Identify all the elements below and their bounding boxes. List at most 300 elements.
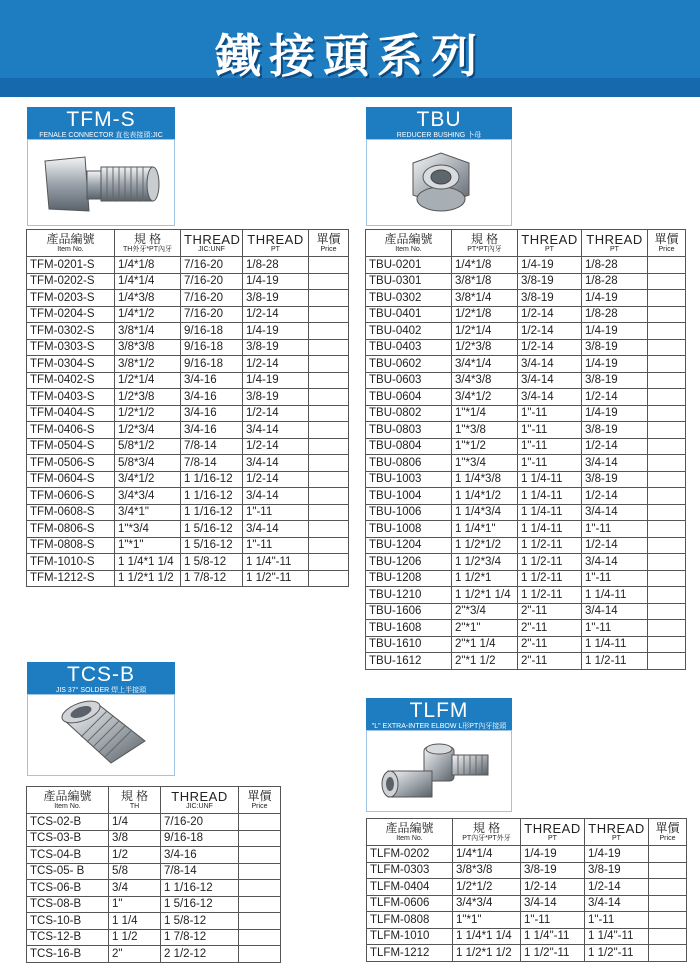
table-cell: TBU-0604: [366, 389, 452, 406]
price-cell: [648, 356, 686, 373]
table-cell: TLFM-0404: [367, 879, 453, 896]
table-row: [27, 880, 281, 897]
table-cell: 3/8*3/8: [115, 339, 181, 356]
table-cell: TLFM-0606: [367, 895, 453, 912]
table-cell: 3/4-16: [181, 405, 243, 422]
table-cell: 1 1/4*1 1/4: [453, 928, 521, 945]
price-cell: [309, 405, 349, 422]
table-cell: 7/16-20: [181, 290, 243, 307]
table-cell: 1/2-14: [582, 488, 648, 505]
table-cell: TFM-0808-S: [27, 537, 115, 554]
table-cell: TCS-08-B: [27, 896, 109, 913]
table-cell: 1 1/2"-11: [521, 945, 585, 962]
table-cell: TBU-1004: [366, 488, 452, 505]
table-row: [366, 306, 686, 323]
price-cell: [648, 389, 686, 406]
table-cell: 1 1/2-11: [582, 653, 648, 670]
table-cell: 1/4-19: [582, 356, 648, 373]
table-cell: TBU-0602: [366, 356, 452, 373]
table-cell: 2"*3/4: [452, 603, 518, 620]
table-cell: 3/8*1/8: [452, 273, 518, 290]
table-cell: 1"-11: [585, 912, 649, 929]
table-cell: 3/4*3/4: [453, 895, 521, 912]
col-thread-pt: THREAD PT: [585, 819, 649, 846]
col-thread-jic: THREAD JIC:UNF: [181, 230, 243, 257]
table-cell: 3/8*3/8: [453, 862, 521, 879]
table-cell: 2 1/2-12: [161, 946, 239, 963]
table-row: [366, 438, 686, 455]
table-cell: 3/8-19: [582, 422, 648, 439]
table-cell: TFM-0303-S: [27, 339, 115, 356]
price-cell: [239, 814, 281, 831]
col-thread-pt: THREAD PT: [518, 230, 582, 257]
price-cell: [649, 928, 687, 945]
price-cell: [648, 537, 686, 554]
table-cell: 1 1/4-11: [518, 521, 582, 538]
price-cell: [649, 846, 687, 863]
table-row: [366, 339, 686, 356]
table-cell: TBU-0804: [366, 438, 452, 455]
table-cell: 3/8*1/2: [115, 356, 181, 373]
table-cell: 1 1/4-11: [518, 471, 582, 488]
table-cell: TFM-0404-S: [27, 405, 115, 422]
table-cell: TBU-1606: [366, 603, 452, 620]
table-cell: 1 1/2*1/2: [452, 537, 518, 554]
table-cell: 1 1/16-12: [181, 504, 243, 521]
table-cell: 1"-11: [582, 620, 648, 637]
table-cell: 1 1/4*1/2: [452, 488, 518, 505]
table-cell: TFM-0203-S: [27, 290, 115, 307]
table-cell: 3/4-14: [243, 488, 309, 505]
table-cell: 1 1/4-11: [582, 587, 648, 604]
table-row: [366, 636, 686, 653]
table-cell: TCS-12-B: [27, 929, 109, 946]
table-row: [366, 356, 686, 373]
price-cell: [648, 504, 686, 521]
table-cell: 1"*1/4: [452, 405, 518, 422]
table-cell: 1"*1": [115, 537, 181, 554]
table-row: [367, 945, 687, 962]
table-cell: 1 1/2"-11: [585, 945, 649, 962]
price-cell: [648, 422, 686, 439]
table-row: [27, 273, 349, 290]
table-cell: 1 1/4*1": [452, 521, 518, 538]
table-cell: 1 1/4*3/8: [452, 471, 518, 488]
table-cell: TFM-0608-S: [27, 504, 115, 521]
price-cell: [648, 405, 686, 422]
table-cell: TFM-1010-S: [27, 554, 115, 571]
price-cell: [309, 273, 349, 290]
table-cell: 7/16-20: [181, 306, 243, 323]
table-row: [366, 257, 686, 274]
table-row: [27, 290, 349, 307]
table-cell: 3/4-14: [518, 389, 582, 406]
table-cell: 1/2-14: [585, 879, 649, 896]
table-cell: 3/4*1/4: [452, 356, 518, 373]
table-cell: TCS-10-B: [27, 913, 109, 930]
tfms-photo: [27, 139, 175, 226]
tlfm-photo: [366, 730, 512, 812]
table-row: [366, 405, 686, 422]
table-cell: TBU-0803: [366, 422, 452, 439]
price-cell: [309, 389, 349, 406]
table-cell: 1/2-14: [243, 405, 309, 422]
table-cell: 2": [109, 946, 161, 963]
col-thread-pt: THREAD PT: [521, 819, 585, 846]
table-cell: 3/4-14: [585, 895, 649, 912]
table-cell: 1 5/16-12: [181, 521, 243, 538]
price-cell: [649, 862, 687, 879]
table-cell: 1/2-14: [243, 356, 309, 373]
table-cell: 3/8*1/4: [452, 290, 518, 307]
table-cell: TFM-0304-S: [27, 356, 115, 373]
table-row: [27, 847, 281, 864]
table-row: [27, 521, 349, 538]
table-cell: 3/4-14: [243, 422, 309, 439]
table-cell: 3/8-19: [582, 372, 648, 389]
table-header-row: [367, 819, 687, 846]
table-cell: 3/8-19: [585, 862, 649, 879]
table-cell: 1 1/16-12: [181, 488, 243, 505]
table-cell: 2"-11: [518, 620, 582, 637]
table-cell: 1"-11: [521, 912, 585, 929]
table-cell: TBU-1204: [366, 537, 452, 554]
table-cell: 1 1/2*1 1/4: [452, 587, 518, 604]
table-cell: 1/2*1/4: [452, 323, 518, 340]
table-cell: TBU-1003: [366, 471, 452, 488]
price-cell: [648, 488, 686, 505]
price-cell: [309, 438, 349, 455]
table-cell: 3/4-14: [243, 455, 309, 472]
table-cell: TLFM-1212: [367, 945, 453, 962]
table-cell: 1"*3/4: [452, 455, 518, 472]
price-cell: [648, 521, 686, 538]
table-row: [366, 488, 686, 505]
price-cell: [239, 847, 281, 864]
table-cell: TFM-0202-S: [27, 273, 115, 290]
table-cell: 1/2*3/4: [115, 422, 181, 439]
table-cell: 1"*3/8: [452, 422, 518, 439]
table-cell: 1 1/4-11: [518, 488, 582, 505]
price-cell: [239, 913, 281, 930]
table-cell: TBU-0302: [366, 290, 452, 307]
table-cell: 1"*1": [453, 912, 521, 929]
table-cell: TBU-0402: [366, 323, 452, 340]
table-cell: 9/16-18: [181, 356, 243, 373]
table-cell: TLFM-0303: [367, 862, 453, 879]
col-item: 產品編號 Item No.: [366, 230, 452, 257]
table-row: [366, 273, 686, 290]
price-cell: [648, 653, 686, 670]
col-item: 產品編號 Item No.: [367, 819, 453, 846]
table-cell: 1/4-19: [585, 846, 649, 863]
table-cell: 1 1/4-11: [518, 504, 582, 521]
table-cell: 3/4-16: [181, 389, 243, 406]
table-cell: 1 1/2"-11: [243, 570, 309, 587]
col-price: 單價 Price: [309, 230, 349, 257]
tfms-title: TFM-S: [66, 108, 136, 131]
table-cell: TBU-0301: [366, 273, 452, 290]
table-row: [27, 438, 349, 455]
table-row: [27, 422, 349, 439]
table-cell: 3/8-19: [582, 471, 648, 488]
price-cell: [239, 929, 281, 946]
table-cell: 1/8-28: [582, 306, 648, 323]
table-cell: TFM-0506-S: [27, 455, 115, 472]
table-cell: 1/2*1/8: [452, 306, 518, 323]
table-row: [27, 814, 281, 831]
price-cell: [648, 570, 686, 587]
price-cell: [239, 830, 281, 847]
table-row: [366, 323, 686, 340]
table-cell: 1/2-14: [521, 879, 585, 896]
tlfm-title: TLFM: [409, 699, 469, 722]
table-cell: 1 5/16-12: [161, 896, 239, 913]
tbu-title: TBU: [416, 108, 462, 131]
table-cell: 1 1/16-12: [181, 471, 243, 488]
elbow-icon: [374, 733, 504, 809]
table-cell: 2"*1": [452, 620, 518, 637]
table-row: [27, 389, 349, 406]
table-cell: 7/16-20: [161, 814, 239, 831]
table-row: [27, 356, 349, 373]
table-cell: 1/2-14: [243, 306, 309, 323]
table-cell: 5/8: [109, 863, 161, 880]
table-cell: 1/8-28: [582, 273, 648, 290]
table-row: [367, 928, 687, 945]
table-cell: 3/4-14: [518, 356, 582, 373]
table-row: [366, 521, 686, 538]
price-cell: [648, 438, 686, 455]
table-cell: 1 7/8-12: [161, 929, 239, 946]
table-cell: TFM-0201-S: [27, 257, 115, 274]
price-cell: [309, 488, 349, 505]
tfms-table: [26, 229, 349, 587]
table-cell: 3/4-14: [582, 455, 648, 472]
table-cell: 1 1/2*1 1/2: [453, 945, 521, 962]
table-cell: 1/2-14: [243, 471, 309, 488]
table-cell: 1 1/4*1 1/4: [115, 554, 181, 571]
table-cell: 1 5/16-12: [181, 537, 243, 554]
solder-connector-icon: [41, 697, 161, 773]
table-cell: 1 1/4"-11: [521, 928, 585, 945]
col-spec: 規 格 PT內牙*PT外牙: [453, 819, 521, 846]
price-cell: [648, 587, 686, 604]
table-cell: TBU-1208: [366, 570, 452, 587]
table-cell: TFM-0204-S: [27, 306, 115, 323]
price-cell: [309, 537, 349, 554]
table-cell: 7/16-20: [181, 257, 243, 274]
table-cell: 3/4*1/2: [115, 471, 181, 488]
table-row: [27, 471, 349, 488]
table-cell: 1/4*1/4: [115, 273, 181, 290]
table-cell: 3/4-14: [582, 603, 648, 620]
table-cell: 1/2*1/4: [115, 372, 181, 389]
table-row: [27, 372, 349, 389]
table-cell: 7/8-14: [161, 863, 239, 880]
table-row: [367, 862, 687, 879]
table-cell: 1/2*3/8: [115, 389, 181, 406]
table-cell: TLFM-1010: [367, 928, 453, 945]
price-cell: [239, 896, 281, 913]
table-cell: 9/16-18: [161, 830, 239, 847]
table-cell: 3/8: [109, 830, 161, 847]
table-cell: 3/8-19: [243, 389, 309, 406]
tfms-header: [27, 107, 175, 139]
table-cell: TLFM-0202: [367, 846, 453, 863]
price-cell: [648, 620, 686, 637]
col-price: 單價 Price: [649, 819, 687, 846]
price-cell: [648, 471, 686, 488]
table-cell: 1 1/2-11: [518, 587, 582, 604]
table-row: [366, 603, 686, 620]
table-cell: 1/2-14: [243, 438, 309, 455]
table-cell: 1 1/4-11: [582, 636, 648, 653]
table-cell: 1/2*3/8: [452, 339, 518, 356]
price-cell: [648, 273, 686, 290]
col-price: 單價 Price: [648, 230, 686, 257]
table-cell: 3/4-14: [521, 895, 585, 912]
price-cell: [309, 323, 349, 340]
table-cell: 1/2-14: [518, 306, 582, 323]
tlfm-header: [366, 698, 512, 730]
tbu-table-body: [366, 257, 686, 670]
table-row: [366, 570, 686, 587]
table-cell: 2"-11: [518, 603, 582, 620]
price-cell: [649, 879, 687, 896]
table-row: [27, 913, 281, 930]
tlfm-table-body: [367, 846, 687, 962]
table-row: [27, 830, 281, 847]
table-cell: 3/8-19: [243, 339, 309, 356]
table-row: [366, 471, 686, 488]
col-thread-pt: THREAD PT: [243, 230, 309, 257]
tbu-subtitle: REDUCER BUSHING 卜母: [396, 132, 482, 139]
col-item: 產品編號 Item No.: [27, 230, 115, 257]
table-cell: 1"-11: [518, 405, 582, 422]
tbu-header: [366, 107, 512, 139]
table-cell: 3/4-16: [181, 372, 243, 389]
table-cell: 1/4: [109, 814, 161, 831]
table-cell: 9/16-18: [181, 339, 243, 356]
price-cell: [649, 895, 687, 912]
table-cell: TFM-0806-S: [27, 521, 115, 538]
price-cell: [648, 339, 686, 356]
page-title: 鐵接頭系列: [215, 29, 485, 83]
col-spec: 規 格 PT*PT內牙: [452, 230, 518, 257]
col-item: 產品編號 Item No.: [27, 787, 109, 814]
table-cell: TBU-1006: [366, 504, 452, 521]
table-cell: 1 1/2*1 1/2: [115, 570, 181, 587]
table-cell: 1"-11: [243, 504, 309, 521]
table-cell: TFM-1212-S: [27, 570, 115, 587]
table-cell: 1/8-28: [243, 257, 309, 274]
price-cell: [648, 636, 686, 653]
table-cell: 3/8-19: [518, 290, 582, 307]
price-cell: [648, 554, 686, 571]
table-row: [367, 846, 687, 863]
table-row: [27, 339, 349, 356]
price-cell: [648, 257, 686, 274]
table-cell: 1/4-19: [582, 290, 648, 307]
table-row: [27, 896, 281, 913]
table-cell: TBU-1612: [366, 653, 452, 670]
table-cell: 1"*1/2: [452, 438, 518, 455]
table-cell: 1/2-14: [518, 323, 582, 340]
table-row: [27, 405, 349, 422]
table-row: [27, 946, 281, 963]
table-cell: 1/4-19: [243, 372, 309, 389]
table-cell: 3/4*1": [115, 504, 181, 521]
table-cell: 2"-11: [518, 653, 582, 670]
table-cell: 1"*3/4: [115, 521, 181, 538]
price-cell: [309, 290, 349, 307]
price-cell: [239, 880, 281, 897]
price-cell: [309, 471, 349, 488]
table-cell: 1/2-14: [582, 389, 648, 406]
price-cell: [309, 372, 349, 389]
tcsb-table-body: [27, 814, 281, 963]
price-cell: [648, 306, 686, 323]
table-row: [366, 290, 686, 307]
bushing-icon: [379, 143, 499, 223]
table-cell: TFM-0406-S: [27, 422, 115, 439]
table-cell: 1 1/2-11: [518, 570, 582, 587]
table-cell: 3/4-16: [181, 422, 243, 439]
table-cell: 3/4-14: [582, 504, 648, 521]
table-row: [27, 554, 349, 571]
table-cell: 1/2*1/2: [115, 405, 181, 422]
table-cell: 3/8*1/4: [115, 323, 181, 340]
price-cell: [649, 945, 687, 962]
table-cell: 3/4-16: [161, 847, 239, 864]
table-header-row: [366, 230, 686, 257]
col-thread-pt: THREAD PT: [582, 230, 648, 257]
table-cell: 3/4*3/4: [115, 488, 181, 505]
table-cell: 1/4-19: [521, 846, 585, 863]
table-cell: TBU-1008: [366, 521, 452, 538]
table-row: [27, 504, 349, 521]
table-row: [366, 620, 686, 637]
table-cell: 3/4*1/2: [452, 389, 518, 406]
table-cell: 1/2-14: [582, 537, 648, 554]
table-cell: 1/2: [109, 847, 161, 864]
price-cell: [309, 306, 349, 323]
table-cell: 1 1/4"-11: [585, 928, 649, 945]
table-row: [366, 372, 686, 389]
table-cell: 1 5/8-12: [181, 554, 243, 571]
table-cell: 1"-11: [582, 521, 648, 538]
table-row: [366, 653, 686, 670]
table-row: [27, 863, 281, 880]
price-cell: [239, 863, 281, 880]
table-cell: 1/4*3/8: [115, 290, 181, 307]
table-cell: TLFM-0808: [367, 912, 453, 929]
price-cell: [309, 521, 349, 538]
table-cell: 1 1/4"-11: [243, 554, 309, 571]
tbu-table: [365, 229, 686, 670]
table-cell: 2"*1 1/2: [452, 653, 518, 670]
table-cell: 1 1/4*3/4: [452, 504, 518, 521]
table-row: [366, 455, 686, 472]
table-cell: 7/16-20: [181, 273, 243, 290]
table-cell: 1/4*1/2: [115, 306, 181, 323]
price-cell: [309, 554, 349, 571]
tcsb-table: [26, 786, 281, 963]
table-cell: TCS-04-B: [27, 847, 109, 864]
table-cell: TBU-0603: [366, 372, 452, 389]
table-cell: 1/2-14: [518, 339, 582, 356]
